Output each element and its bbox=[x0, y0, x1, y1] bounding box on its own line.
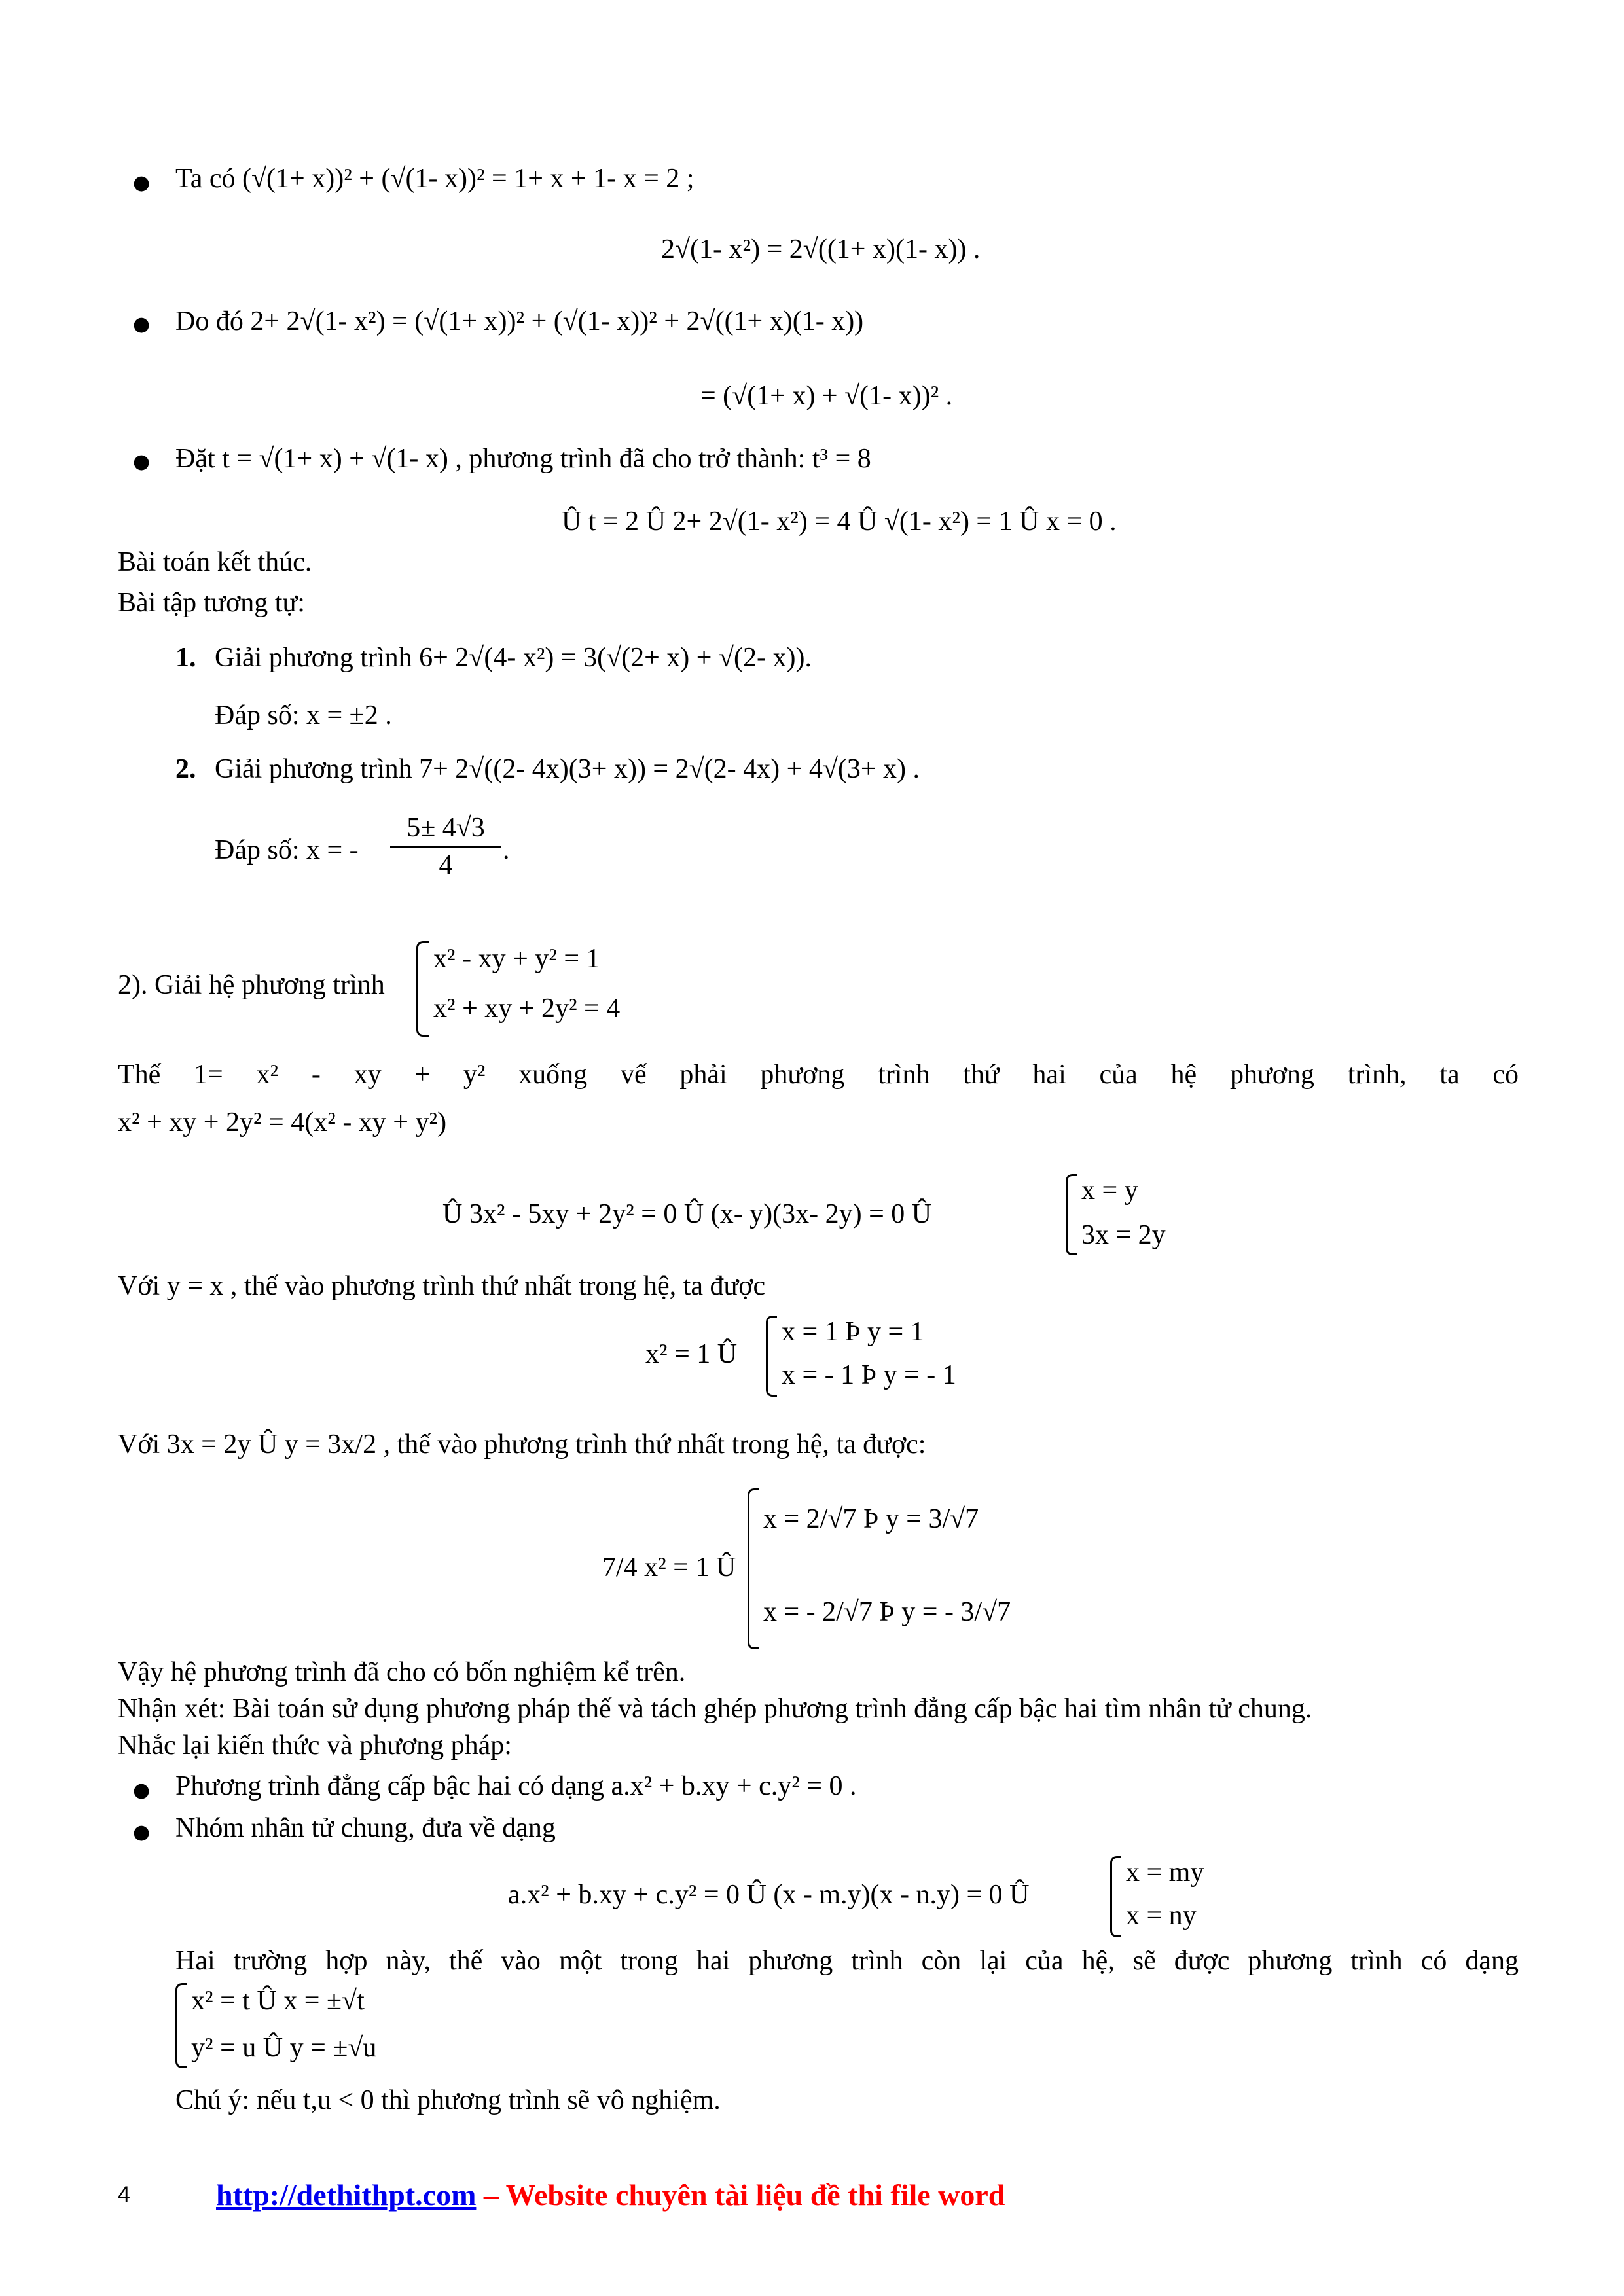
exercise-1-answer: Đáp số: x = ±2 . bbox=[215, 700, 392, 730]
text-line-nhac-lai: Nhắc lại kiến thức và phương pháp: bbox=[118, 1731, 512, 1761]
text-line-bullet-1: Phương trình đẳng cấp bậc hai có dạng a.x² + b.xy + c.y² = 0 . bbox=[175, 1771, 857, 1801]
system-b: y² = u Û y = ±√u bbox=[191, 2033, 377, 2063]
punct: . bbox=[503, 835, 510, 865]
bullet-icon: ● bbox=[133, 1779, 151, 1802]
form-case-b: x = ny bbox=[1126, 1901, 1197, 1931]
page-number: 4 bbox=[118, 2182, 130, 2207]
text-line-nhan-xet: Nhận xét: Bài toán sử dụng phương pháp thế và tách ghép phương trình đẳng cấp bậc hai tìm nhân tử chung. bbox=[118, 1694, 1312, 1724]
case1-b: x = - 1 Þ y = - 1 bbox=[782, 1360, 956, 1390]
text-line-voi-2: Với 3x = 2y Û y = 3x/2 , thế vào phương trình thứ nhất trong hệ, ta được: bbox=[118, 1429, 926, 1460]
text-line-identity: 2√(1- x²) = 2√((1+ x)(1- x)) . bbox=[661, 234, 981, 264]
case2-left: 7/4 x² = 1 Û bbox=[602, 1552, 736, 1583]
text-line-square: = (√(1+ x) + √(1- x))² . bbox=[700, 381, 953, 411]
fraction bbox=[390, 812, 501, 882]
problem-2-label: 2). Giải hệ phương trình bbox=[118, 970, 385, 1000]
system-a: x² = t Û x = ±√t bbox=[191, 1986, 365, 2016]
fraction-bar bbox=[390, 846, 501, 848]
bullet-icon: ● bbox=[133, 171, 151, 194]
text-line-ket-thuc: Bài toán kết thúc. bbox=[118, 547, 312, 577]
exercise-2-text: Giải phương trình 7+ 2√((2- 4x)(3+ x)) = 2√(2- 4x) + 4√(3+ x) . bbox=[215, 754, 920, 784]
text-line-the-2: x² + xy + 2y² = 4(x² - xy + y²) bbox=[118, 1107, 447, 1138]
text-line-ta-co: Ta có (√(1+ x))² + (√(1- x))² = 1+ x + 1- x = 2 ; bbox=[175, 164, 695, 194]
text-line-bai-tap: Bài tập tương tự: bbox=[118, 588, 305, 618]
bullet-icon: ● bbox=[133, 1821, 151, 1844]
text-line-bullet-2: Nhóm nhân tử chung, đưa về dạng bbox=[175, 1813, 556, 1843]
system-equation-1: x² - xy + y² = 1 bbox=[433, 944, 600, 974]
text-line-dat: Đặt t = √(1+ x) + √(1- x) , phương trình đã cho trở thành: t³ = 8 bbox=[175, 444, 871, 474]
text-line-chu-y: Chú ý: nếu t,u < 0 thì phương trình sẽ vô nghiệm. bbox=[175, 2085, 721, 2115]
case1-a: x = 1 Þ y = 1 bbox=[782, 1317, 924, 1347]
exercise-1-text: Giải phương trình 6+ 2√(4- x²) = 3(√(2+ x) + √(2- x)). bbox=[215, 643, 812, 673]
exercise-number: 1. bbox=[175, 643, 196, 673]
text-line-voi-1: Với y = x , thế vào phương trình thứ nhất trong hệ, ta được bbox=[118, 1271, 766, 1301]
text-line-solution: Û t = 2 Û 2+ 2√(1- x²) = 4 Û √(1- x²) = 1 Û x = 0 . bbox=[562, 507, 1117, 537]
text-line-the: Thế 1= x² - xy + y² xuống vế phải phương trình thứ hai của hệ phương trình, ta có bbox=[118, 1060, 1519, 1090]
exercise-2-answer-label: Đáp số: x = - bbox=[215, 835, 359, 865]
footer-tagline: – Website chuyên tài liệu đề thi file word bbox=[476, 2178, 1005, 2212]
fraction-numerator: 5± 4√3 bbox=[406, 813, 485, 843]
footer-link[interactable]: http://dethithpt.com bbox=[216, 2178, 477, 2212]
text-line-vay: Vậy hệ phương trình đã cho có bốn nghiệm kể trên. bbox=[118, 1657, 686, 1687]
case-bracket bbox=[766, 1316, 777, 1397]
bullet-icon: ● bbox=[133, 313, 151, 336]
text-line-hai-truong-hop: Hai trường hợp này, thế vào một trong hai phương trình còn lại của hệ, sẽ được phương trình có dạng bbox=[175, 1946, 1519, 1976]
factor-form: a.x² + b.xy + c.y² = 0 Û (x - m.y)(x - n.y) = 0 Û bbox=[508, 1880, 1030, 1910]
case-bracket bbox=[175, 1983, 187, 2068]
case2-b: x = - 2/√7 Þ y = - 3/√7 bbox=[763, 1597, 1011, 1627]
case1-left: x² = 1 Û bbox=[645, 1339, 738, 1369]
case-bracket bbox=[1110, 1856, 1121, 1937]
case-a: x = y bbox=[1081, 1175, 1138, 1206]
case-b: 3x = 2y bbox=[1081, 1220, 1166, 1250]
text-line-do-do: Do đó 2+ 2√(1- x²) = (√(1+ x))² + (√(1- x))² + 2√((1+ x)(1- x)) bbox=[175, 306, 864, 336]
case-bracket bbox=[1066, 1174, 1077, 1255]
case2-a: x = 2/√7 Þ y = 3/√7 bbox=[763, 1504, 979, 1534]
form-case-a: x = my bbox=[1126, 1857, 1204, 1888]
system-equation-2: x² + xy + 2y² = 4 bbox=[433, 994, 621, 1024]
case-bracket bbox=[748, 1488, 759, 1649]
exercise-number: 2. bbox=[175, 754, 196, 784]
footer bbox=[216, 2177, 1005, 2213]
step-equivalence: Û 3x² - 5xy + 2y² = 0 Û (x- y)(3x- 2y) = 0 Û bbox=[442, 1199, 932, 1229]
fraction-denominator: 4 bbox=[439, 850, 453, 881]
system-brace bbox=[416, 941, 429, 1037]
bullet-icon: ● bbox=[133, 450, 151, 473]
